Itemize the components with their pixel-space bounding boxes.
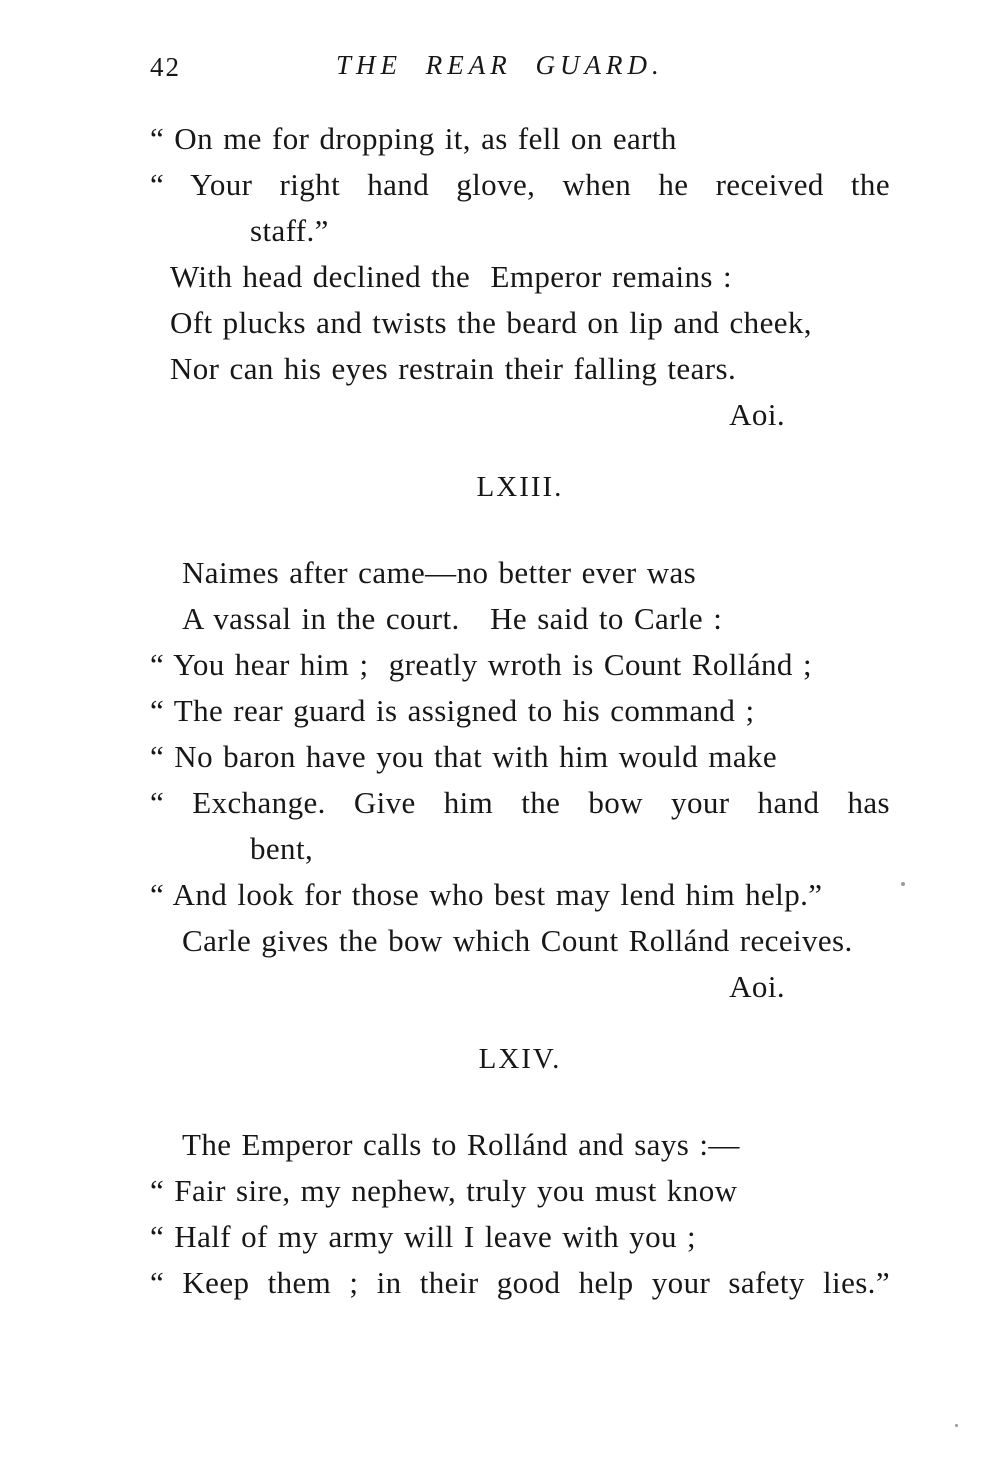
running-title: THE REAR GUARD. <box>336 50 664 80</box>
verse-line: “ And look for those who best may lend him help.” <box>150 877 823 912</box>
verse-line: “ You hear him ; greatly wroth is Count Rollánd ; <box>150 647 812 682</box>
verse-line: “ Half of my army will I leave with you ; <box>150 1219 697 1254</box>
scan-speck <box>901 882 905 886</box>
verse-line: “ No baron have you that with him would make <box>150 739 778 774</box>
verse-line: “ The rear guard is assigned to his command ; <box>150 693 755 728</box>
verse-body <box>150 116 890 1306</box>
verse-line: “ Exchange. Give him the bow your hand has <box>150 785 890 820</box>
verse-line: With head declined the Emperor remains : <box>170 259 732 294</box>
verse-line: staff.” <box>250 213 329 248</box>
section-heading: LXIII. <box>476 471 564 503</box>
verse-line: Nor can his eyes restrain their falling tears. <box>170 351 737 386</box>
aoi-line: Aoi. <box>729 969 785 1004</box>
verse-line: “ Keep them ; in their good help your safety lies.” <box>150 1265 890 1300</box>
verse-line: “ On me for dropping it, as fell on earth <box>150 121 677 156</box>
verse-line: Oft plucks and twists the beard on lip and cheek, <box>170 305 812 340</box>
verse-line: “ Fair sire, my nephew, truly you must know <box>150 1173 738 1208</box>
verse-line: Naimes after came—no better ever was <box>182 555 697 590</box>
scan-speck <box>955 1424 958 1427</box>
verse-line: Carle gives the bow which Count Rollánd receives. <box>182 923 853 958</box>
section-heading: LXIV. <box>478 1043 562 1075</box>
aoi-line: Aoi. <box>729 397 785 432</box>
verse-line: A vassal in the court. He said to Carle : <box>182 601 723 636</box>
verse-line: “ Your right hand glove, when he received the <box>150 167 890 202</box>
verse-line: The Emperor calls to Rollánd and says :— <box>182 1127 740 1162</box>
page-number: 42 <box>150 52 181 82</box>
verse-line: bent, <box>250 831 314 866</box>
